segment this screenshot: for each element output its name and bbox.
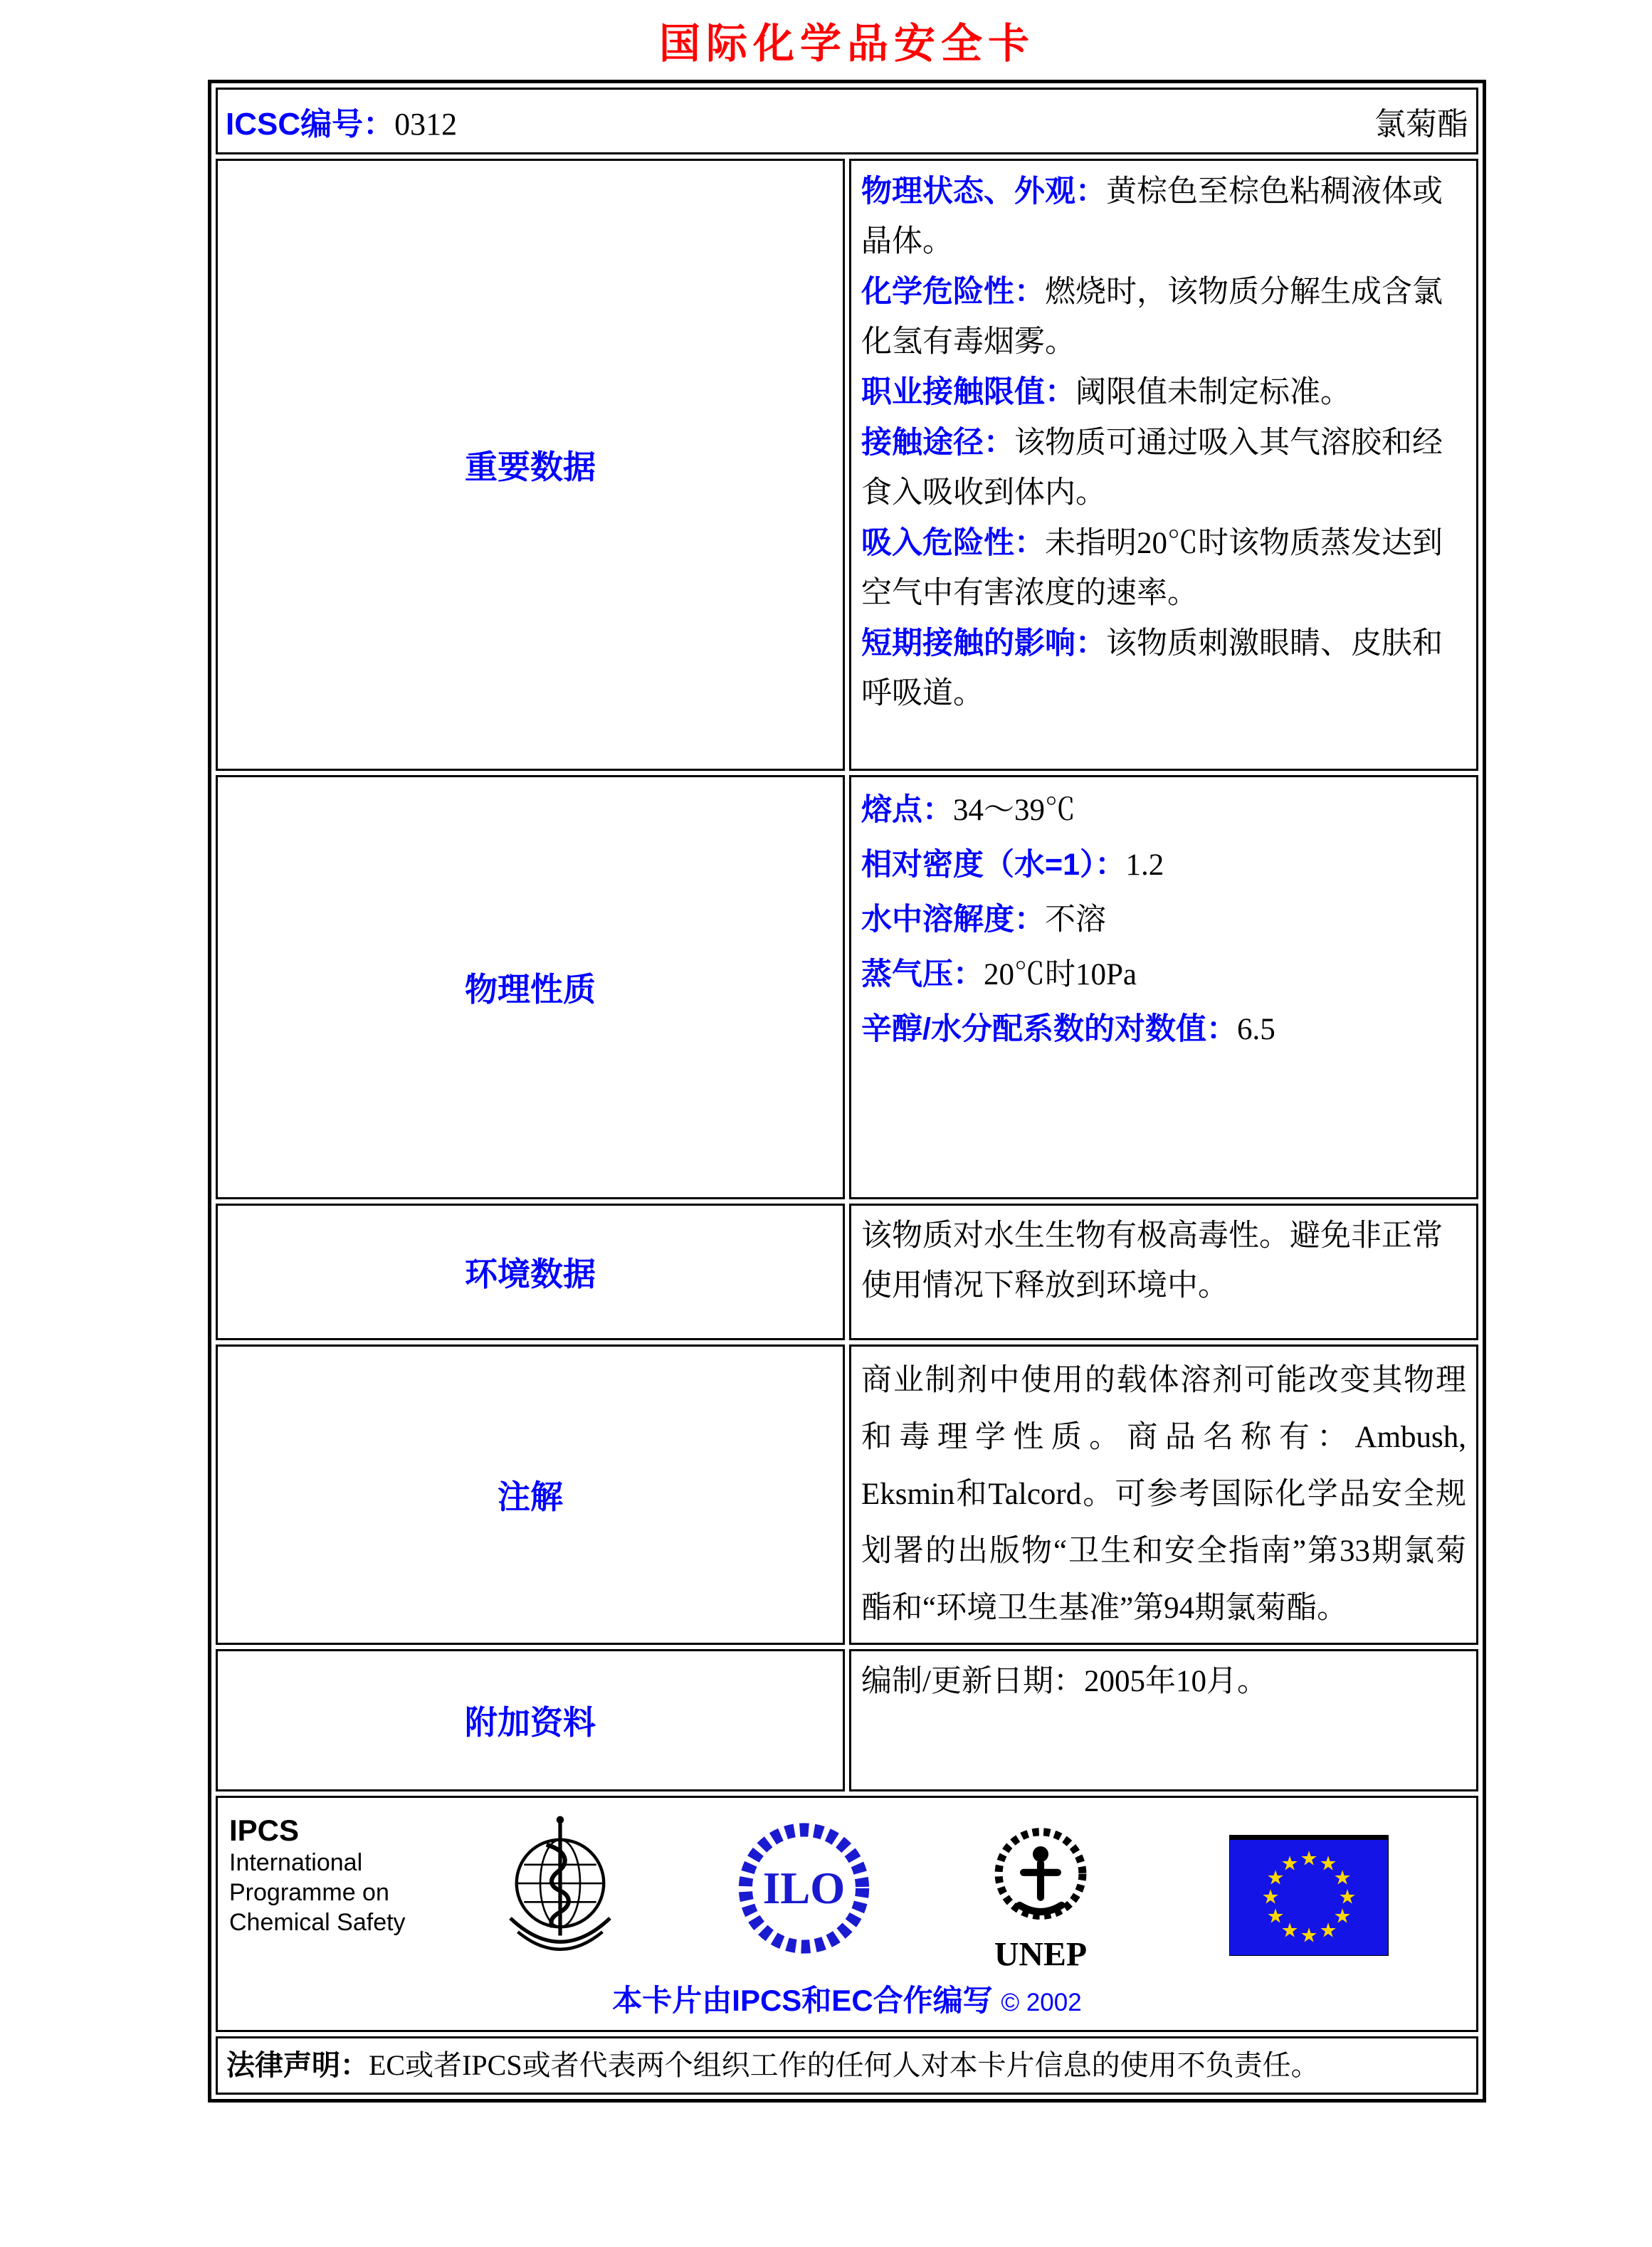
- environmental-data-row: [216, 1204, 1478, 1340]
- section-label-additional-info: 附加资料: [216, 1649, 845, 1791]
- field-value: 该物质刺激眼睛、皮肤和呼吸道。: [861, 627, 1443, 710]
- field-label: 辛醇/水分配系数的对数值：: [861, 1012, 1237, 1046]
- legal-text: EC或者IPCS或者代表两个组织工作的任何人对本卡片信息的使用不负责任。: [369, 2049, 1320, 2081]
- legal-cell: [216, 2036, 1478, 2095]
- ilo-logo-text: ILO: [762, 1863, 846, 1913]
- field-value: 未指明20℃时该物质蒸发达到空气中有害浓度的速率。: [861, 527, 1443, 610]
- svg-text:★: ★: [1266, 1867, 1285, 1890]
- section-content-additional-info: [849, 1649, 1478, 1791]
- field-chemical-danger: [861, 267, 1466, 367]
- svg-text:★: ★: [1319, 1920, 1337, 1942]
- field-value: 34～39℃: [953, 794, 1075, 827]
- ipcs-wordmark: [229, 1814, 443, 1937]
- section-content-notes: [849, 1344, 1478, 1645]
- legal-row: [216, 2036, 1478, 2095]
- field-value: 黄棕色至棕色粘稠液体或晶体。: [861, 175, 1443, 258]
- field-value: 1.2: [1125, 848, 1164, 882]
- copyright-text: © 2002: [1001, 1989, 1082, 2016]
- cooperation-caption: [218, 1977, 1476, 2030]
- page-title: 国际化学品安全卡: [658, 21, 1035, 67]
- field-value: 6.5: [1236, 1013, 1275, 1046]
- physical-properties-row: [216, 775, 1478, 1199]
- logos-row: [216, 1796, 1478, 2032]
- field-value: 燃烧时，该物质分解生成含氯化氢有毒烟雾。: [861, 275, 1443, 359]
- field-label: 短期接触的影响：: [861, 626, 1106, 661]
- header-cell: [216, 88, 1478, 154]
- field-label: 水中溶解度：: [861, 903, 1045, 937]
- svg-text:★: ★: [1333, 1905, 1352, 1928]
- field-melting-point: [861, 783, 1466, 838]
- icsc-number-label: ICSC编号：: [226, 107, 395, 142]
- icsc-number-group: [226, 98, 457, 144]
- field-value: 阈限值未制定标准。: [1075, 376, 1351, 409]
- field-inhalation-risk: [861, 518, 1466, 619]
- field-value: 不溶: [1045, 903, 1106, 937]
- field-value: 该物质对水生生物有极高毒性。避免非正常使用情况下释放到环境中。: [861, 1219, 1443, 1303]
- field-exposure-routes: [861, 418, 1466, 518]
- field-label: 熔点：: [861, 793, 953, 827]
- chemical-name: 氯菊酯: [1374, 107, 1468, 142]
- who-logo-icon: [493, 1814, 628, 1963]
- svg-text:★: ★: [1338, 1886, 1357, 1909]
- section-content-important-data: [849, 159, 1478, 771]
- field-notes-text: 商业制剂中使用的载体溶剂可能改变其物理和毒理学性质。商品名称有：Ambush, Eksmin和Talcord。可参考国际化学品安全规划署的出版物“卫生和安全指南”第33期氯菊酯和“环境卫生基准”第94期氯菊酯。: [861, 1364, 1466, 1625]
- svg-text:★: ★: [1280, 1853, 1299, 1875]
- section-label-notes: 注解: [216, 1344, 845, 1645]
- additional-info-row: [216, 1649, 1478, 1791]
- field-value: 该物质可通过吸入其气溶胶和经食入吸收到体内。: [861, 426, 1443, 510]
- important-data-row: [216, 159, 1478, 771]
- field-label: 化学危险性：: [861, 275, 1045, 309]
- logos-cell: [216, 1796, 1478, 2032]
- field-label: 接触途径：: [861, 426, 1014, 460]
- caption-text: 本卡片由IPCS和EC合作编写: [612, 1984, 993, 2017]
- svg-text:★: ★: [1280, 1920, 1299, 1942]
- field-octanol-water: [861, 1002, 1466, 1057]
- svg-text:★: ★: [1300, 1925, 1318, 1947]
- eu-flag-icon: [1229, 1835, 1389, 1956]
- field-label: 职业接触限值：: [861, 375, 1075, 409]
- svg-text:★: ★: [1261, 1886, 1280, 1909]
- field-vapor-pressure: [861, 947, 1466, 1002]
- ipcs-line-1: International: [229, 1849, 363, 1876]
- svg-text:★: ★: [1319, 1853, 1337, 1875]
- unep-logo-icon: [980, 1814, 1101, 1977]
- ipcs-line-3: Chemical Safety: [229, 1909, 406, 1936]
- section-content-environmental-data: [849, 1204, 1478, 1340]
- legal-label: 法律声明：: [226, 2050, 369, 2081]
- field-label: 相对密度（水=1）：: [861, 848, 1126, 882]
- svg-text:★: ★: [1266, 1905, 1285, 1928]
- section-label-important-data: 重要数据: [216, 159, 845, 771]
- section-label-physical-properties: 物理性质: [216, 775, 845, 1199]
- field-physical-state: [861, 167, 1466, 267]
- unep-logo-text: UNEP: [994, 1935, 1088, 1974]
- section-content-physical-properties: [849, 775, 1478, 1199]
- header-row: [216, 88, 1478, 154]
- field-environmental-text: [861, 1211, 1466, 1311]
- field-occupational-limit: [861, 367, 1466, 418]
- field-label: 编制/更新日期：: [861, 1665, 1084, 1698]
- field-relative-density: [861, 838, 1466, 893]
- section-label-environmental-data: 环境数据: [216, 1204, 845, 1340]
- ipcs-line-2: Programme on: [229, 1879, 389, 1906]
- field-water-solubility: [861, 893, 1466, 947]
- field-value: 20℃时10Pa: [984, 958, 1137, 991]
- icsc-card-table: [208, 80, 1486, 2103]
- ilo-logo-icon: [735, 1814, 873, 1963]
- svg-text:★: ★: [1333, 1867, 1352, 1890]
- notes-row: [216, 1344, 1478, 1645]
- field-update-date: [861, 1657, 1466, 1707]
- field-label: 吸入危险性：: [861, 526, 1045, 560]
- svg-text:★: ★: [1300, 1848, 1318, 1870]
- field-label: 物理状态、外观：: [861, 174, 1106, 209]
- icsc-number-value: 0312: [394, 107, 458, 142]
- field-label: 蒸气压：: [861, 957, 984, 991]
- field-short-term-effects: [861, 619, 1466, 719]
- field-value: 2005年10月。: [1083, 1665, 1268, 1698]
- ipcs-title: IPCS: [229, 1814, 300, 1847]
